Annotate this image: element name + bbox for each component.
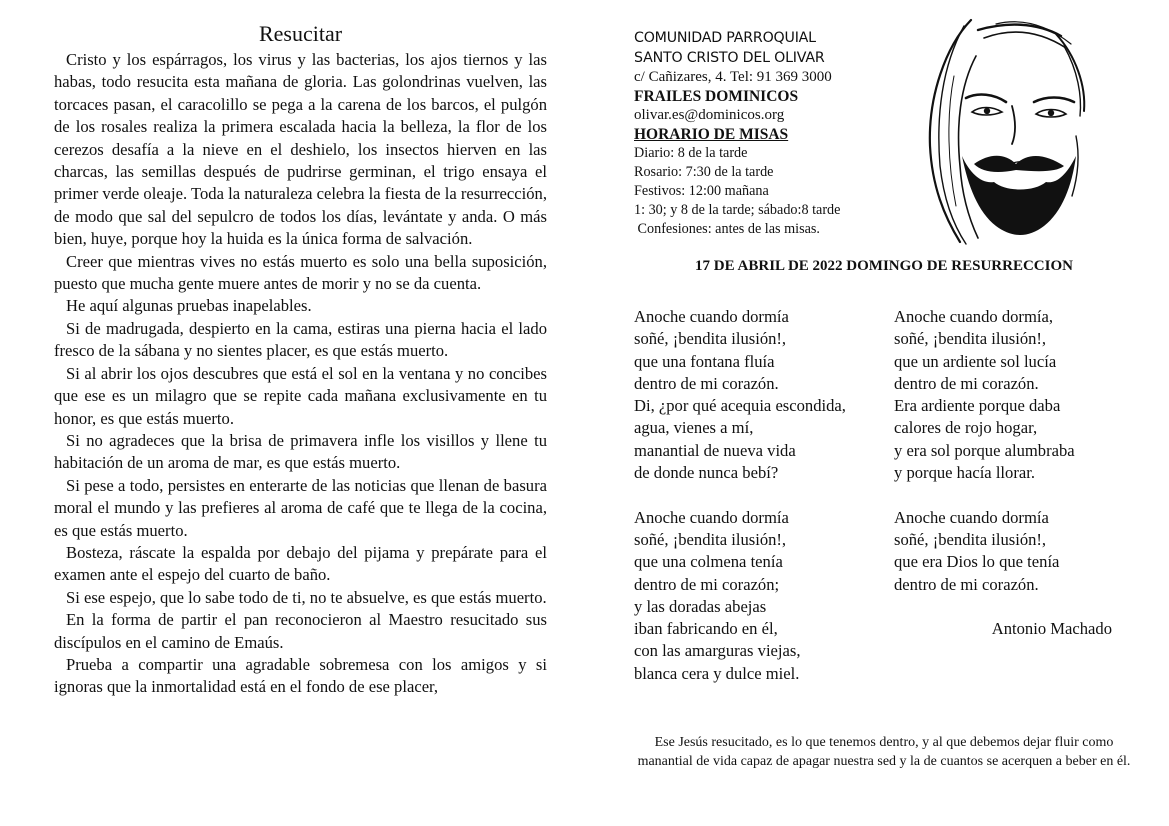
religious-order: FRAILES DOMINICOS: [634, 88, 799, 105]
poem-stanza: [634, 306, 878, 484]
poem-verse: agua, vienes a mí,: [634, 418, 754, 438]
poem-stanza: [634, 507, 878, 685]
poem-verse: manantial de nueva vida: [634, 440, 796, 460]
poem-verse: dentro de mi corazón.: [634, 373, 779, 393]
poem-verse: que un ardiente sol lucía: [894, 351, 1057, 371]
poem-verse: blanca cera y dulce miel.: [634, 663, 800, 683]
poem-stanza: [894, 507, 1134, 596]
poem-verse: Anoche cuando dormía,: [894, 307, 1053, 326]
mass-schedule-item: 1: 30; y 8 de la tarde; sábado:8 tarde: [634, 202, 841, 218]
article-body: [54, 49, 547, 699]
article-paragraph: Cristo y los espárragos, los virus y las bacterias, los ajos tiernos y las habas, todo resucita esta mañana de gloria. Las golondrinas vuelven, las torcaces pasan, el caracolillo se pega a la carena de los barcos, el pulgón de los rosales realiza la primera escalada hacia la belleza, la flor de los cerezos desafía a la nieve en el deshielo, los insectos hierven en las charcas, las semillas después de pudrirse germinan, el trigo ensaya el primer verde oleaje. Toda la naturaleza celebra la fiesta de la resurrección, de modo que sal del sepulcro de todos los días, levántate y anda. O más bien, huye, porque hoy la huida es la única forma de salvación.: [54, 50, 547, 249]
christ-portrait-icon: [916, 16, 1092, 248]
bulletin-front-page: [634, 0, 1134, 826]
poem-column-right: [894, 306, 1134, 640]
article-title: Resucitar: [258, 21, 343, 46]
parish-address: c/ Cañizares, 4. Tel: 91 369 3000: [634, 69, 832, 85]
mass-schedule-item: Diario: 8 de la tarde: [634, 145, 748, 161]
article-paragraph: Si ese espejo, que lo sabe todo de ti, no te absuelve, es que estás muerto.: [66, 587, 547, 607]
parish-email: olivar.es@dominicos.org: [634, 107, 785, 123]
poem-verse: Anoche cuando dormía: [894, 507, 1049, 527]
poem-verse: Anoche cuando dormía: [634, 507, 789, 527]
poem-verse: con las amarguras viejas,: [634, 641, 801, 661]
community-name: COMUNIDAD PARROQUIAL: [634, 30, 816, 46]
poem-verse: soñé, ¡bendita ilusión!,: [634, 329, 787, 349]
poem-verse: dentro de mi corazón.: [894, 574, 1039, 594]
article-paragraph: Prueba a compartir una agradable sobremesa con los amigos y si ignoras que la inmortalidad está en el fondo de ese placer,: [54, 654, 547, 697]
article-column: [54, 20, 547, 699]
article-paragraph: Si de madrugada, despierto en la cama, estiras una pierna hacia el lado fresco de la sábana y no sientes placer, es que estás muerto.: [54, 318, 547, 361]
mass-schedule-item: Festivos: 12:00 mañana: [634, 183, 769, 199]
poem-verse: de donde nunca bebí?: [634, 463, 779, 483]
date-heading: 17 DE ABRIL DE 2022 DOMINGO DE RESURRECCION: [695, 258, 1073, 274]
mass-schedule-item: Confesiones: antes de las misas.: [634, 221, 820, 237]
poem-author: Antonio Machado: [991, 619, 1112, 639]
poem-verse: dentro de mi corazón.: [894, 373, 1039, 393]
article-paragraph: Si pese a todo, persistes en enterarte de las noticias que llenan de basura moral el mundo y las prefieres al aroma de café que te llega de la cocina, es que estás muerto.: [54, 475, 547, 540]
parish-info: [634, 28, 904, 239]
article-paragraph: He aquí algunas pruebas inapelables.: [66, 296, 312, 316]
poem-verse: soñé, ¡bendita ilusión!,: [894, 529, 1047, 549]
article-paragraph: Si al abrir los ojos descubres que está el sol en la ventana y no concibes que ese es un milagro que se repite cada mañana exclusivamente en tu honor, es que estás muerto.: [54, 363, 547, 428]
poem-verse: Anoche cuando dormía: [634, 307, 789, 326]
poem-column-left: [634, 306, 878, 707]
closing-note: Ese Jesús resucitado, es lo que tenemos dentro, y al que debemos dejar fluir como manantial de vida capaz de apagar nuestra sed y la de cuantos se acerquen a beber en él.: [637, 735, 1131, 769]
poem-verse: que una colmena tenía: [634, 552, 783, 572]
poem-verse: y era sol porque alumbraba: [894, 440, 1075, 460]
church-name: SANTO CRISTO DEL OLIVAR: [634, 50, 825, 66]
poem-verse: y porque hacía llorar.: [894, 463, 1035, 483]
poem-verse: que una fontana fluía: [634, 351, 775, 371]
mass-schedule-title: HORARIO DE MISAS: [634, 126, 789, 143]
article-paragraph: Si no agradeces que la brisa de primavera infle los visillos y llene tu habitación de un aroma de mar, es que estás muerto.: [54, 430, 547, 473]
poem-verse: dentro de mi corazón;: [634, 574, 780, 594]
poem-verse: Era ardiente porque daba: [894, 396, 1061, 416]
article-paragraph: En la forma de partir el pan reconocieron al Maestro resucitado sus discípulos en el camino de Emaús.: [54, 610, 547, 652]
article-paragraph: Bosteza, ráscate la espalda por debajo del pijama y prepárate para el examen ante el espejo del cuarto de baño.: [54, 542, 547, 585]
poem-verse: calores de rojo hogar,: [894, 418, 1038, 438]
mass-schedule-item: Rosario: 7:30 de la tarde: [634, 164, 774, 180]
article-paragraph: Creer que mientras vives no estás muerto es solo una bella suposición, puesto que mucha gente muere antes de morir y no se da cuenta.: [54, 251, 547, 294]
poem-verse: iban fabricando en él,: [634, 619, 778, 639]
poem-verse: Di, ¿por qué acequia escondida,: [634, 396, 846, 416]
poem-verse: soñé, ¡bendita ilusión!,: [634, 529, 787, 549]
poem-verse: que era Dios lo que tenía: [894, 552, 1060, 572]
poem-verse: y las doradas abejas: [634, 596, 767, 616]
poem-stanza: [894, 306, 1134, 484]
poem-verse: soñé, ¡bendita ilusión!,: [894, 329, 1047, 349]
